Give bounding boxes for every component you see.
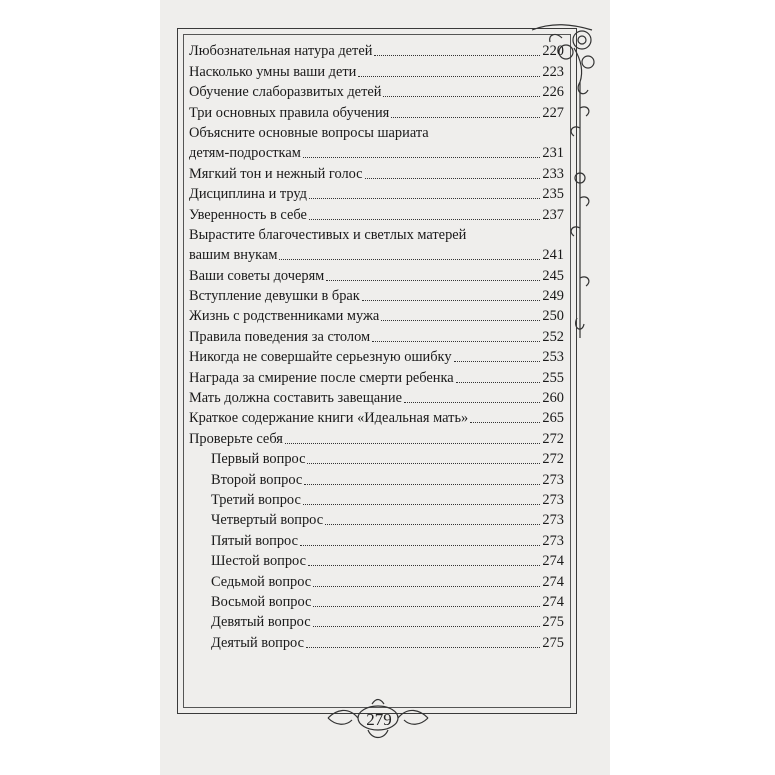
dot-leader (372, 341, 540, 342)
page-number: 279 (366, 710, 392, 729)
table-of-contents (189, 40, 564, 652)
toc-entry-page: 241 (542, 247, 564, 264)
toc-entry (189, 407, 564, 427)
toc-subentry-title: Шестой вопрос (211, 553, 306, 570)
toc-subentry (189, 509, 564, 529)
toc-entry-page: 227 (542, 104, 564, 121)
dot-leader (374, 55, 540, 56)
toc-subentry-page: 273 (542, 471, 564, 488)
toc-subentry-page: 274 (542, 573, 564, 590)
toc-subentry (189, 468, 564, 488)
toc-entry-title-cont: вашим внукам (189, 247, 278, 264)
toc-entry-line1 (189, 122, 564, 142)
dot-leader (381, 320, 540, 321)
toc-subentry-page: 273 (542, 512, 564, 529)
toc-entry (189, 366, 564, 386)
toc-entry-title: Краткое содержание книги «Идеальная мать» (189, 410, 469, 427)
toc-entry-title: Обучение слаборазвитых детей (189, 84, 382, 101)
dot-leader (325, 524, 540, 525)
toc-entry (189, 60, 564, 80)
dot-leader (454, 361, 541, 362)
toc-entry-page: 250 (542, 308, 564, 325)
toc-subentry-page: 273 (542, 532, 564, 549)
toc-subentry-title: Четвертый вопрос (211, 512, 324, 529)
dot-leader (365, 178, 541, 179)
toc-entry-page: 231 (542, 145, 564, 162)
toc-subentry-page: 274 (542, 593, 564, 610)
toc-entry-title-cont: детям-подросткам (189, 145, 301, 162)
dot-leader (309, 198, 540, 199)
dot-leader (391, 117, 540, 118)
toc-subentry-page: 273 (542, 491, 564, 508)
toc-entry (189, 346, 564, 366)
toc-subentry (189, 448, 564, 468)
toc-entry-title: Жизнь с родственниками мужа (189, 308, 380, 325)
toc-entry-title: Вырастите благочестивых и светлых матерей (189, 226, 467, 243)
toc-entry (189, 162, 564, 182)
toc-subentry-title: Пятый вопрос (211, 532, 298, 549)
toc-entry-page: 226 (542, 84, 564, 101)
dot-leader (313, 606, 540, 607)
dot-leader (456, 382, 541, 383)
toc-entry-title: Правила поведения за столом (189, 328, 371, 345)
toc-entry-page: 249 (542, 288, 564, 305)
toc-entry-page: 255 (542, 369, 564, 386)
toc-subentry-page: 274 (542, 553, 564, 570)
toc-entry-title: Награда за смирение после смерти ребенка (189, 369, 454, 386)
toc-subentry (189, 591, 564, 611)
dot-leader (470, 422, 540, 423)
toc-subentry-page: 275 (542, 634, 564, 651)
toc-entry-title: Проверьте себя (189, 430, 283, 447)
toc-entry-page: 265 (542, 410, 564, 427)
dot-leader (308, 565, 540, 566)
toc-entry-title: Объясните основные вопросы шариата (189, 124, 429, 141)
dot-leader (383, 96, 540, 97)
dot-leader (303, 157, 541, 158)
toc-entry-page: 233 (542, 165, 564, 182)
toc-entry (189, 427, 564, 447)
toc-entry (189, 183, 564, 203)
toc-subentry (189, 489, 564, 509)
toc-entry-title: Вступление девушки в брак (189, 288, 360, 305)
dot-leader (303, 504, 541, 505)
toc-entry-title: Никогда не совершайте серьезную ошибку (189, 349, 452, 366)
dot-leader (304, 484, 540, 485)
dot-leader (300, 545, 540, 546)
toc-entry-page: 272 (542, 430, 564, 447)
toc-entry (189, 264, 564, 284)
toc-entry (189, 387, 564, 407)
toc-entry-title: Любознательная натура детей (189, 43, 373, 60)
toc-subentry-title: Второй вопрос (211, 471, 303, 488)
toc-subentry-title: Седьмой вопрос (211, 573, 312, 590)
dot-leader (309, 219, 541, 220)
dot-leader (306, 647, 540, 648)
toc-entry-page: 253 (542, 349, 564, 366)
dot-leader (307, 463, 540, 464)
toc-subentry-page: 275 (542, 614, 564, 631)
toc-subentry-title: Первый вопрос (211, 451, 306, 468)
dot-leader (362, 300, 541, 301)
toc-entry-title: Насколько умны ваши дети (189, 63, 357, 80)
toc-entry (189, 203, 564, 223)
toc-entry-page: 220 (542, 43, 564, 60)
toc-entry (189, 101, 564, 121)
toc-entry-page: 252 (542, 328, 564, 345)
dot-leader (404, 402, 540, 403)
dot-leader (279, 259, 540, 260)
dot-leader (313, 586, 540, 587)
toc-subentry-title: Деятый вопрос (211, 634, 304, 651)
toc-entry-title: Три основных правила обучения (189, 104, 390, 121)
toc-entry (189, 40, 564, 60)
toc-subentry-page: 272 (542, 451, 564, 468)
toc-entry (189, 244, 564, 264)
toc-subentry (189, 631, 564, 651)
dot-leader (358, 76, 540, 77)
toc-entry (189, 81, 564, 101)
toc-entry (189, 325, 564, 345)
toc-subentry (189, 611, 564, 631)
toc-subentry (189, 550, 564, 570)
toc-entry-line1 (189, 224, 564, 244)
toc-entry-page: 223 (542, 63, 564, 80)
toc-entry (189, 285, 564, 305)
toc-entry-title: Мать должна составить завещание (189, 390, 402, 407)
toc-subentry-title: Девятый вопрос (211, 614, 311, 631)
toc-entry-page: 245 (542, 267, 564, 284)
toc-subentry-title: Восьмой вопрос (211, 593, 312, 610)
toc-entry-title: Дисциплина и труд (189, 186, 307, 203)
dot-leader (313, 626, 541, 627)
toc-subentry (189, 570, 564, 590)
toc-entry-page: 237 (542, 206, 564, 223)
toc-subentry (189, 529, 564, 549)
toc-entry-page: 235 (542, 186, 564, 203)
toc-entry-title: Ваши советы дочерям (189, 267, 325, 284)
toc-entry (189, 142, 564, 162)
toc-subentry-title: Третий вопрос (211, 491, 301, 508)
toc-entry-title: Мягкий тон и нежный голос (189, 165, 363, 182)
toc-entry (189, 305, 564, 325)
toc-entry-page: 260 (542, 390, 564, 407)
dot-leader (326, 280, 540, 281)
dot-leader (285, 443, 541, 444)
toc-entry-title: Уверенность в себе (189, 206, 307, 223)
